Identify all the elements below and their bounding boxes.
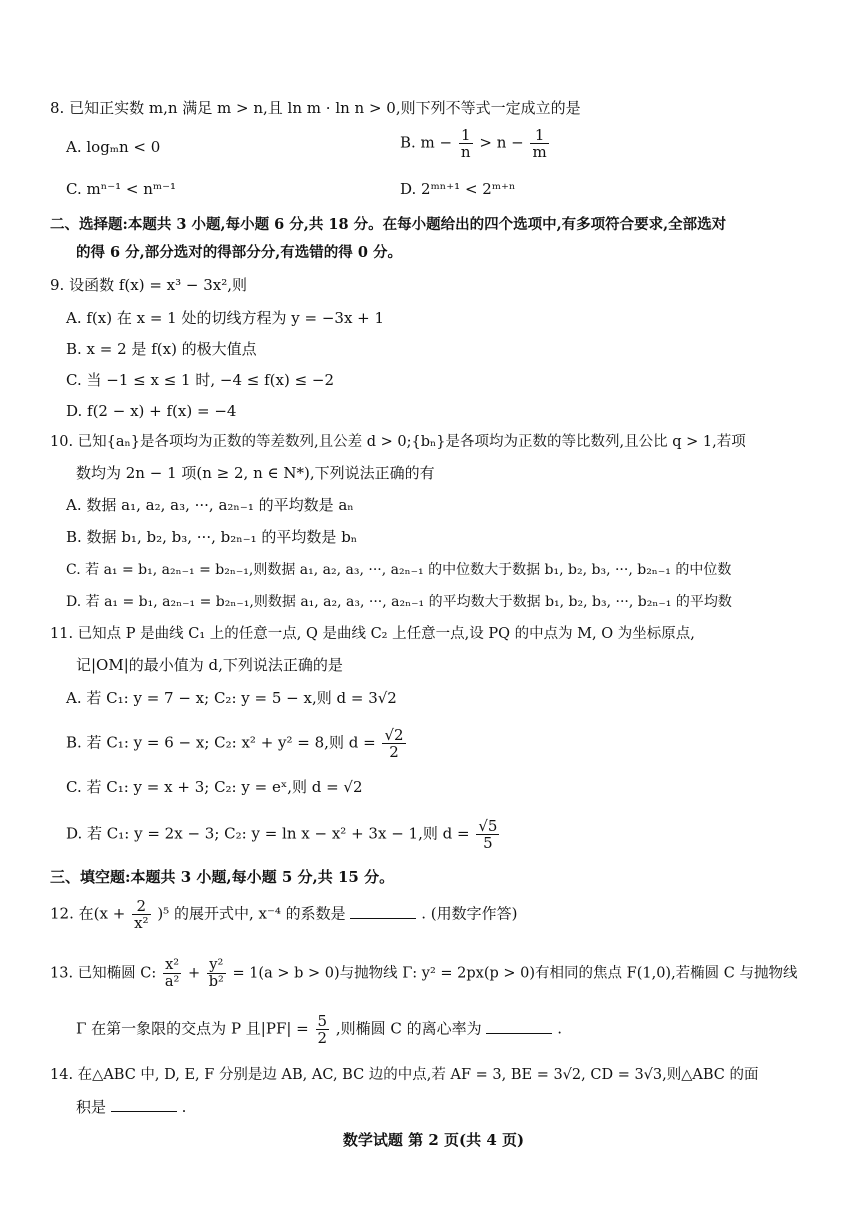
q8-option-b-fraction-1 <box>459 127 473 160</box>
q9-option-b: B. x = 2 是 f(x) 的极大值点 <box>66 340 257 358</box>
q11-stem: 11. 已知点 P 是曲线 C₁ 上的任意一点, Q 是曲线 C₂ 上任意一点,设 PQ 的中点为 M, O 为坐标原点, <box>50 626 695 642</box>
q13-fraction-pf <box>316 1013 330 1046</box>
q8-stem: 8. 已知正实数 m,n 满足 m > n,且 ln m · ln n > 0,则下列不等式一定成立的是 <box>50 99 581 117</box>
q13-prefix: 13. 已知椭圆 C: <box>50 965 157 982</box>
q13-f1-den: a² <box>164 974 180 990</box>
q14-line2-prefix: 积是 <box>76 1098 107 1116</box>
q13-line2-tail: . <box>557 1019 563 1038</box>
q8-b-den-2: m <box>532 143 547 161</box>
q9-option-d: D. f(2 − x) + f(x) = −4 <box>66 402 237 420</box>
q14-line-2 <box>76 1097 186 1117</box>
q13-line-2 <box>76 1013 562 1046</box>
q13-f1-num: x² <box>163 957 181 974</box>
q10-option-c: C. 若 a₁ = b₁, a₂ₙ₋₁ = b₂ₙ₋₁,则数据 a₁, a₂, a₃, ···, a₂ₙ₋₁ 的中位数大于数据 b₁, b₂, b₃, ···, b₂ₙ₋₁ 的中位数 <box>66 562 732 578</box>
section-2-heading-cont: 的得 6 分,部分选对的得部分分,有选错的得 0 分。 <box>76 244 402 261</box>
q12-answer-blank[interactable] <box>350 904 416 919</box>
q13-line2-prefix: Γ 在第一象限的交点为 P 且|PF| = <box>76 1019 309 1038</box>
q13-f2-num: y² <box>207 957 226 974</box>
q8-option-d: D. 2ᵐⁿ⁺¹ < 2ᵐ⁺ⁿ <box>400 180 516 198</box>
q11-b-num: √2 <box>384 726 404 744</box>
q10-stem: 10. 已知{aₙ}是各项均为正数的等差数列,且公差 d > 0;{bₙ}是各项均为正数的等比数列,且公比 q > 1,若项 <box>50 434 746 450</box>
q12-tail: . (用数字作答) <box>421 904 518 923</box>
q10-option-d: D. 若 a₁ = b₁, a₂ₙ₋₁ = b₂ₙ₋₁,则数据 a₁, a₂, a₃, ···, a₂ₙ₋₁ 的平均数大于数据 b₁, b₂, b₃, ···, b₂ₙ₋₁ 的平均数 <box>66 594 732 610</box>
q12-exponent: )⁵ <box>157 904 170 923</box>
q11-option-c: C. 若 C₁: y = x + 3; C₂: y = eˣ,则 d = √2 <box>66 778 363 796</box>
q13-f2-den: b² <box>208 974 224 990</box>
q11-option-b <box>66 727 408 760</box>
q12-suffix: 的展开式中, x⁻⁴ 的系数是 <box>173 904 346 923</box>
q10-stem-cont: 数均为 2n − 1 项(n ≥ 2, n ∈ N*),下列说法正确的有 <box>76 464 435 482</box>
q8-option-b-mid: > n − <box>479 133 524 152</box>
q8-option-c: C. mⁿ⁻¹ < nᵐ⁻¹ <box>66 180 177 198</box>
q13-fraction-x <box>163 957 181 990</box>
q9-stem: 9. 设函数 f(x) = x³ − 3x²,则 <box>50 276 248 294</box>
q8-b-num-1: 1 <box>459 127 473 144</box>
q13-suffix: = 1(a > b > 0)与抛物线 Γ: y² = 2px(p > 0)有相同的焦点 F(1,0),若椭圆 C 与抛物线 <box>232 965 798 982</box>
q11-option-b-prefix: B. 若 C₁: y = 6 − x; C₂: x² + y² = 8,则 d = <box>66 733 376 752</box>
q11-d-num: √5 <box>478 817 498 835</box>
page-footer: 数学试题 第 2 页(共 4 页) <box>342 1131 525 1149</box>
q12-frac-num: 2 <box>132 898 150 915</box>
q11-b-den: 2 <box>389 743 399 761</box>
q11-d-den: 5 <box>483 834 493 852</box>
q9-option-c: C. 当 −1 ≤ x ≤ 1 时, −4 ≤ f(x) ≤ −2 <box>66 371 335 389</box>
q13-f3-num: 5 <box>317 1012 328 1030</box>
q10-option-b: B. 数据 b₁, b₂, b₃, ···, b₂ₙ₋₁ 的平均数是 bₙ <box>66 528 358 546</box>
q14-line2-tail: . <box>181 1098 187 1116</box>
q12-fraction <box>132 898 150 931</box>
section-3-heading: 三、填空题:本题共 3 小题,每小题 5 分,共 15 分。 <box>50 868 395 886</box>
q14-line-1: 14. 在△ABC 中, D, E, F 分别是边 AB, AC, BC 边的中点,若 AF = 3, BE = 3√2, CD = 3√3,则△ABC 的面 <box>50 1067 759 1083</box>
q13-line2-suffix: ,则椭圆 C 的离心率为 <box>335 1019 482 1038</box>
q11-option-d-fraction <box>476 818 499 851</box>
q11-option-b-fraction <box>382 727 405 760</box>
q12-frac-den: x² <box>134 914 149 932</box>
q8-option-b-fraction-2 <box>530 127 548 160</box>
q8-option-b <box>400 127 551 160</box>
q8-b-num-2: 1 <box>530 127 548 144</box>
q12-prefix: 12. 在(x + <box>50 904 126 923</box>
q13-line-1 <box>50 957 798 990</box>
q11-option-a: A. 若 C₁: y = 7 − x; C₂: y = 5 − x,则 d = 3√2 <box>66 689 397 707</box>
q8-b-den-1: n <box>460 143 471 161</box>
q13-answer-blank[interactable] <box>486 1019 552 1034</box>
q11-option-d <box>66 818 501 851</box>
q13-fraction-y <box>207 957 226 990</box>
q9-option-a: A. f(x) 在 x = 1 处的切线方程为 y = −3x + 1 <box>66 309 385 327</box>
q13-plus: + <box>187 965 201 982</box>
q8-option-a: A. logₘn < 0 <box>66 138 161 156</box>
section-2-heading: 二、选择题:本题共 3 小题,每小题 6 分,共 18 分。在每小题给出的四个选项中,有多项符合要求,全部选对 <box>50 216 727 233</box>
q11-option-d-prefix: D. 若 C₁: y = 2x − 3; C₂: y = ln x − x² + 3x − 1,则 d = <box>66 824 470 843</box>
q11-stem-cont: 记|OM|的最小值为 d,下列说法正确的是 <box>76 656 343 674</box>
q14-answer-blank[interactable] <box>111 1097 177 1112</box>
q12-line <box>50 898 518 931</box>
q13-f3-den: 2 <box>317 1029 328 1047</box>
q8-option-b-prefix: B. m − <box>400 133 453 152</box>
q10-option-a: A. 数据 a₁, a₂, a₃, ···, a₂ₙ₋₁ 的平均数是 aₙ <box>66 496 354 514</box>
